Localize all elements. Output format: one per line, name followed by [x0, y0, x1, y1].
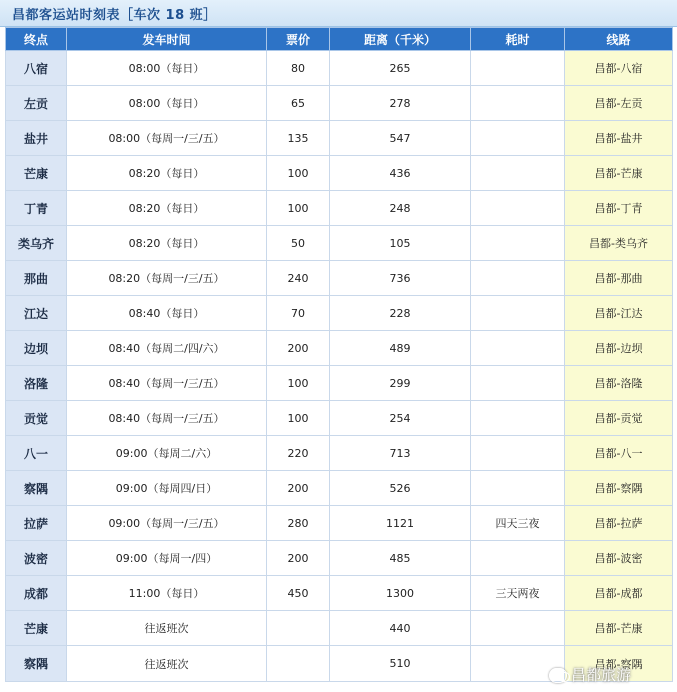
duration-cell [471, 261, 565, 296]
table-row [6, 506, 673, 541]
route-cell: 昌都-左贡 [565, 86, 673, 121]
table-row [6, 121, 673, 156]
distance-cell: 736 [330, 261, 471, 296]
price-cell: 65 [267, 86, 330, 121]
duration-cell [471, 331, 565, 366]
route-cell: 昌都-贡觉 [565, 401, 673, 436]
wechat-icon [549, 668, 567, 683]
distance-cell: 228 [330, 296, 471, 331]
table-row [6, 86, 673, 121]
distance-cell: 1300 [330, 576, 471, 611]
destination-cell: 类乌齐 [6, 226, 67, 261]
price-cell: 200 [267, 471, 330, 506]
col-header-distance: 距离（千米） [330, 28, 471, 51]
price-cell: 100 [267, 156, 330, 191]
header-row [6, 28, 673, 51]
departure-time-cell: 08:40（每周一/三/五） [67, 366, 267, 401]
route-cell: 昌都-芒康 [565, 156, 673, 191]
timetable [5, 27, 673, 682]
distance-cell: 436 [330, 156, 471, 191]
route-cell: 昌都-那曲 [565, 261, 673, 296]
table-row [6, 401, 673, 436]
destination-cell: 边坝 [6, 331, 67, 366]
destination-cell: 察隅 [6, 646, 67, 682]
table-row [6, 261, 673, 296]
departure-time-cell: 08:20（每周一/三/五） [67, 261, 267, 296]
duration-cell [471, 436, 565, 471]
col-header-price: 票价 [267, 28, 330, 51]
distance-cell: 254 [330, 401, 471, 436]
duration-cell [471, 226, 565, 261]
col-header-duration: 耗时 [471, 28, 565, 51]
departure-time-cell: 08:20（每日） [67, 191, 267, 226]
distance-cell: 489 [330, 331, 471, 366]
price-cell: 70 [267, 296, 330, 331]
departure-time-cell: 08:00（每日） [67, 86, 267, 121]
departure-time-cell: 09:00（每周一/四） [67, 541, 267, 576]
duration-cell: 四天三夜 [471, 506, 565, 541]
duration-cell [471, 121, 565, 156]
col-header-route: 线路 [565, 28, 673, 51]
departure-time-cell: 09:00（每周一/三/五） [67, 506, 267, 541]
distance-cell: 278 [330, 86, 471, 121]
distance-cell: 526 [330, 471, 471, 506]
destination-cell: 盐井 [6, 121, 67, 156]
destination-cell: 芒康 [6, 156, 67, 191]
route-cell: 昌都-类乌齐 [565, 226, 673, 261]
distance-cell: 105 [330, 226, 471, 261]
table-row [6, 471, 673, 506]
departure-time-cell: 09:00（每周四/日） [67, 471, 267, 506]
table-row [6, 156, 673, 191]
duration-cell [471, 471, 565, 506]
distance-cell: 713 [330, 436, 471, 471]
watermark [549, 664, 669, 686]
price-cell: 100 [267, 366, 330, 401]
table-row [6, 191, 673, 226]
table-row [6, 436, 673, 471]
duration-cell [471, 611, 565, 646]
route-cell: 昌都-八宿 [565, 51, 673, 86]
destination-cell: 八宿 [6, 51, 67, 86]
route-cell: 昌都-察隅 [565, 646, 673, 682]
duration-cell [471, 296, 565, 331]
price-cell: 200 [267, 331, 330, 366]
col-header-departure-time: 发车时间 [67, 28, 267, 51]
price-cell: 280 [267, 506, 330, 541]
table-row [6, 611, 673, 646]
route-cell: 昌都-丁青 [565, 191, 673, 226]
destination-cell: 成都 [6, 576, 67, 611]
departure-time-cell: 往返班次 [67, 646, 267, 682]
watermark-text: 昌都旅游 [571, 666, 632, 684]
departure-time-cell: 08:40（每周二/四/六） [67, 331, 267, 366]
destination-cell: 波密 [6, 541, 67, 576]
destination-cell: 左贡 [6, 86, 67, 121]
route-cell: 昌都-波密 [565, 541, 673, 576]
distance-cell: 440 [330, 611, 471, 646]
distance-cell: 265 [330, 51, 471, 86]
destination-cell: 八一 [6, 436, 67, 471]
route-cell: 昌都-察隅 [565, 471, 673, 506]
price-cell: 240 [267, 261, 330, 296]
route-cell: 昌都-成都 [565, 576, 673, 611]
price-cell: 220 [267, 436, 330, 471]
route-cell: 昌都-盐井 [565, 121, 673, 156]
departure-time-cell: 08:40（每周一/三/五） [67, 401, 267, 436]
table-row [6, 296, 673, 331]
departure-time-cell: 09:00（每周二/六） [67, 436, 267, 471]
destination-cell: 那曲 [6, 261, 67, 296]
destination-cell: 拉萨 [6, 506, 67, 541]
duration-cell [471, 366, 565, 401]
table-row [6, 51, 673, 86]
price-cell: 450 [267, 576, 330, 611]
price-cell: 100 [267, 401, 330, 436]
duration-cell [471, 156, 565, 191]
title-bar [0, 0, 677, 27]
destination-cell: 丁青 [6, 191, 67, 226]
duration-cell [471, 86, 565, 121]
price-cell: 80 [267, 51, 330, 86]
table-row [6, 541, 673, 576]
distance-cell: 248 [330, 191, 471, 226]
distance-cell: 485 [330, 541, 471, 576]
destination-cell: 芒康 [6, 611, 67, 646]
departure-time-cell: 11:00（每日） [67, 576, 267, 611]
duration-cell [471, 51, 565, 86]
departure-time-cell: 往返班次 [67, 611, 267, 646]
departure-time-cell: 08:20（每日） [67, 226, 267, 261]
distance-cell: 299 [330, 366, 471, 401]
destination-cell: 江达 [6, 296, 67, 331]
price-cell: 100 [267, 191, 330, 226]
page-title: 昌都客运站时刻表［车次 18 班］ [12, 8, 217, 23]
destination-cell: 察隅 [6, 471, 67, 506]
departure-time-cell: 08:00（每日） [67, 51, 267, 86]
price-cell: 200 [267, 541, 330, 576]
route-cell: 昌都-江达 [565, 296, 673, 331]
distance-cell: 510 [330, 646, 471, 682]
route-cell: 昌都-八一 [565, 436, 673, 471]
table-row [6, 576, 673, 611]
destination-cell: 洛隆 [6, 366, 67, 401]
price-cell [267, 646, 330, 682]
duration-cell: 三天两夜 [471, 576, 565, 611]
duration-cell [471, 541, 565, 576]
departure-time-cell: 08:40（每日） [67, 296, 267, 331]
route-cell: 昌都-拉萨 [565, 506, 673, 541]
table-row [6, 366, 673, 401]
duration-cell [471, 191, 565, 226]
route-cell: 昌都-边坝 [565, 331, 673, 366]
price-cell: 50 [267, 226, 330, 261]
price-cell [267, 611, 330, 646]
destination-cell: 贡觉 [6, 401, 67, 436]
table-row [6, 226, 673, 261]
distance-cell: 1121 [330, 506, 471, 541]
price-cell: 135 [267, 121, 330, 156]
departure-time-cell: 08:00（每周一/三/五） [67, 121, 267, 156]
departure-time-cell: 08:20（每日） [67, 156, 267, 191]
col-header-destination: 终点 [6, 28, 67, 51]
duration-cell [471, 401, 565, 436]
route-cell: 昌都-芒康 [565, 611, 673, 646]
distance-cell: 547 [330, 121, 471, 156]
table-row [6, 331, 673, 366]
route-cell: 昌都-洛隆 [565, 366, 673, 401]
